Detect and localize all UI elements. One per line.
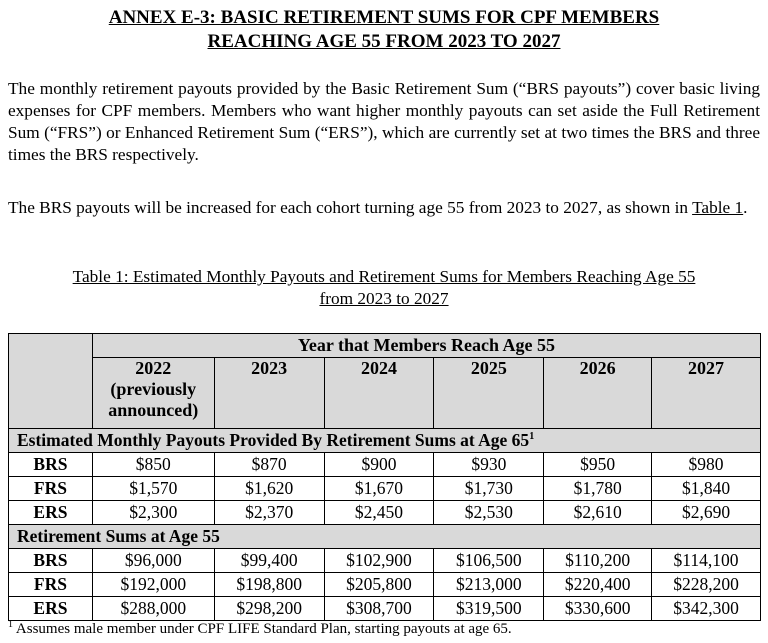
year-header-2023: 2023 — [214, 358, 324, 429]
paragraph-2-end: . — [743, 198, 748, 217]
year-header-2025: 2025 — [434, 358, 544, 429]
table-cell: $96,000 — [92, 549, 214, 573]
year-2022-line-3: announced) — [108, 400, 199, 420]
footnote-text: Assumes male member under CPF LIFE Standard Plan, starting payouts at age 65. — [13, 621, 512, 637]
table-cell: $228,200 — [652, 573, 761, 597]
table-cell: $213,000 — [434, 573, 544, 597]
table-cell: $308,700 — [324, 597, 434, 621]
table-cell: $192,000 — [92, 573, 214, 597]
table-cell: $980 — [652, 453, 761, 477]
table-row — [9, 477, 761, 501]
year-2022-line-1: 2022 — [135, 358, 172, 378]
table-cell: $2,300 — [92, 501, 214, 525]
table-row — [9, 573, 761, 597]
row-label-frs: FRS — [9, 573, 93, 597]
year-2022-line-2: (previously — [110, 379, 197, 399]
table-1-link[interactable]: Table 1 — [692, 198, 744, 217]
table-cell: $1,730 — [434, 477, 544, 501]
year-header-2027: 2027 — [652, 358, 761, 429]
table-cell: $110,200 — [544, 549, 652, 573]
year-header-2022 — [92, 358, 214, 429]
table-caption-line-2: from 2023 to 2027 — [319, 289, 449, 308]
table-cell: $1,620 — [214, 477, 324, 501]
table-cell: $330,600 — [544, 597, 652, 621]
table-caption-line-1: Table 1: Estimated Monthly Payouts and Retirement Sums for Members Reaching Age 55 — [72, 267, 696, 286]
footnote-number: 1 — [8, 619, 13, 630]
table-cell: $1,570 — [92, 477, 214, 501]
row-label-brs: BRS — [9, 453, 93, 477]
row-label-brs: BRS — [9, 549, 93, 573]
table-cell: $2,690 — [652, 501, 761, 525]
row-label-ers: ERS — [9, 597, 93, 621]
table-caption — [0, 266, 768, 310]
table-cell: $342,300 — [652, 597, 761, 621]
year-header-2024: 2024 — [324, 358, 434, 429]
table-cell: $850 — [92, 453, 214, 477]
table-cell: $950 — [544, 453, 652, 477]
table-cell: $1,840 — [652, 477, 761, 501]
table-row — [9, 453, 761, 477]
table-row — [9, 597, 761, 621]
year-group-header: Year that Members Reach Age 55 — [92, 334, 760, 358]
table-cell: $2,450 — [324, 501, 434, 525]
paragraph-1: The monthly retirement payouts provided by the Basic Retirement Sum (“BRS payouts”) cover basic living expenses for CPF members. Members who want higher monthly payouts can set aside the Full Retirement Sum (“FRS”) or Enhanced Retirement Sum (“ERS”), which are currently set at two times the BRS and three times the BRS respectively. — [8, 79, 760, 164]
footnote-marker: 1 — [529, 431, 535, 443]
table-cell: $2,610 — [544, 501, 652, 525]
heading-line-1: ANNEX E-3: BASIC RETIREMENT SUMS FOR CPF MEMBERS — [108, 7, 660, 28]
paragraph-2-text: The BRS payouts will be increased for each cohort turning age 55 from 2023 to 2027, as shown in — [8, 198, 693, 217]
table-cell: $1,780 — [544, 477, 652, 501]
table-cell: $870 — [214, 453, 324, 477]
section-1-title: Estimated Monthly Payouts Provided By Retirement Sums at Age 65 — [17, 430, 530, 450]
paragraph-2 — [8, 197, 760, 219]
table-cell: $2,530 — [434, 501, 544, 525]
table-cell: $220,400 — [544, 573, 652, 597]
year-header-2026: 2026 — [544, 358, 652, 429]
section-header-monthly-payouts — [9, 429, 761, 453]
row-label-frs: FRS — [9, 477, 93, 501]
heading-line-2: REACHING AGE 55 FROM 2023 TO 2027 — [207, 31, 561, 52]
table-cell: $2,370 — [214, 501, 324, 525]
table-cell: $298,200 — [214, 597, 324, 621]
table-cell: $114,100 — [652, 549, 761, 573]
annex-heading — [0, 6, 768, 54]
retirement-sums-table — [8, 333, 761, 621]
table-cell: $930 — [434, 453, 544, 477]
table-cell: $102,900 — [324, 549, 434, 573]
table-row — [9, 549, 761, 573]
table-cell: $900 — [324, 453, 434, 477]
table-cell: $205,800 — [324, 573, 434, 597]
table-row — [9, 501, 761, 525]
table-cell: $319,500 — [434, 597, 544, 621]
row-label-ers: ERS — [9, 501, 93, 525]
table-cell: $106,500 — [434, 549, 544, 573]
table-cell: $198,800 — [214, 573, 324, 597]
table-cell: $1,670 — [324, 477, 434, 501]
table-corner-cell — [9, 334, 93, 429]
footnote — [8, 620, 512, 638]
section-header-retirement-sums: Retirement Sums at Age 55 — [9, 525, 761, 549]
table-cell: $99,400 — [214, 549, 324, 573]
table-cell: $288,000 — [92, 597, 214, 621]
